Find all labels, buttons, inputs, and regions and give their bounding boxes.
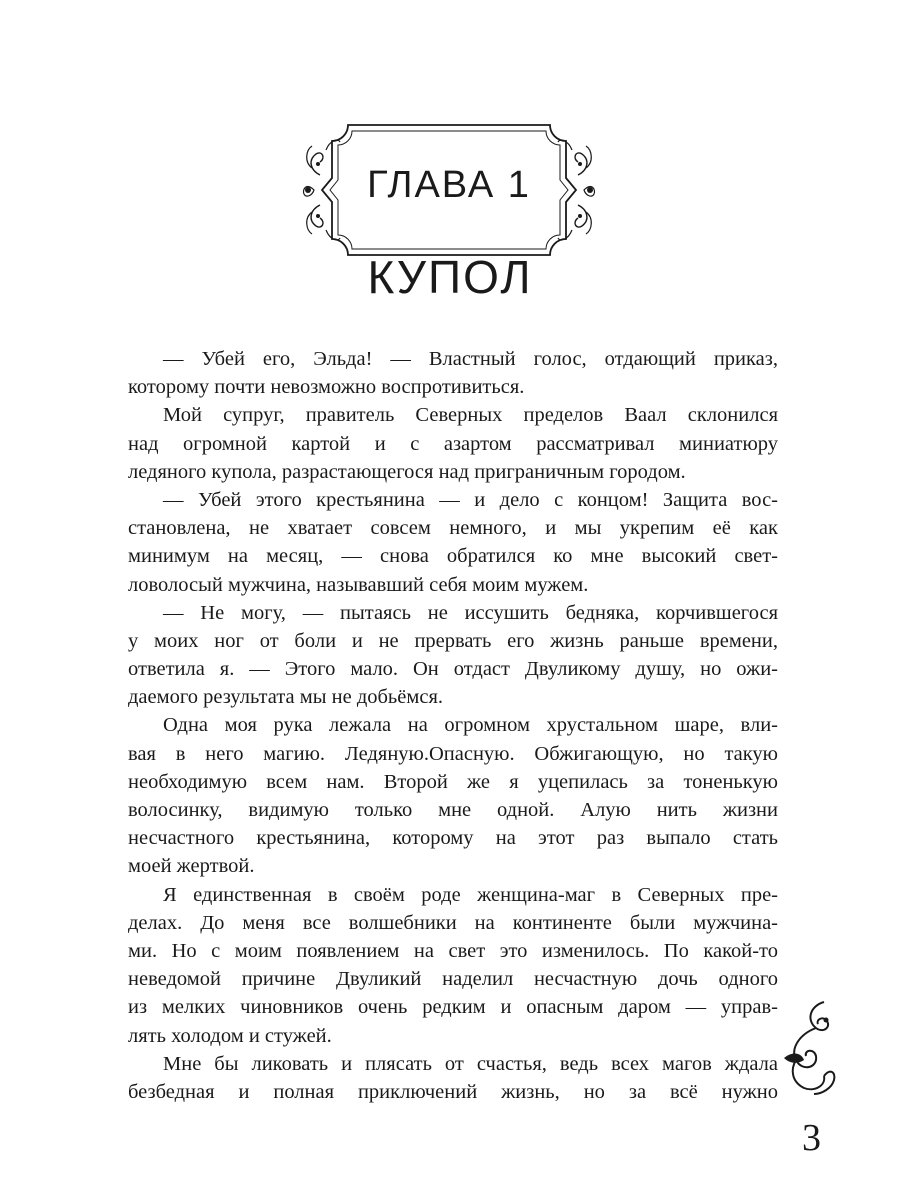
text-line: волосинку, видимую только мне одной. Алую нить жизни [128, 799, 778, 821]
text-line: даемого результата мы не добьёмся. [128, 686, 443, 709]
text-line: у моих ног от боли и не прервать его жизнь раньше времени, [128, 629, 778, 652]
text-line: необходимую всем нам. Второй же я уцепилась за тоненькую [128, 770, 778, 793]
text-line: лять холодом и стужей. [128, 1024, 332, 1047]
text-line: Я единственная в своём роде женщина-маг в Северных пре- [163, 883, 778, 906]
chapter-label: ГЛАВА 1 [367, 164, 531, 206]
text-line: становлена, не хватает совсем немного, и мы укрепим её как [128, 517, 778, 540]
text-line: которому почти невозможно воспротивиться. [128, 376, 525, 399]
text-line: — Не могу, — пытаясь не иссушить бедняка, корчившегося [163, 601, 778, 624]
chapter-heading-frame [300, 120, 598, 260]
text-line: минимум на месяц, — снова обратился ко мне высокий свет- [128, 545, 778, 568]
text-line: неведомой причине Двуликий наделил несчастную дочь одного [128, 968, 778, 991]
text-line: несчастного крестьянина, которому на этот раз выпало стать [128, 827, 778, 850]
text-line: ледяного купола, разрастающегося над приграничным городом. [128, 460, 686, 483]
text-line: Мне бы ликовать и плясать от счастья, ведь всех магов ждала [163, 1052, 778, 1075]
text-line: ми. Но с моим появлением на свет это изменилось. По какой-то [128, 939, 778, 962]
text-line: моей жертвой. [128, 855, 255, 878]
text-line: безбедная и полная приключений жизнь, но за всё нужно [128, 1080, 778, 1103]
text-line: ловолосый мужчина, называвший себя моим мужем. [128, 573, 589, 596]
floral-swirl-icon [780, 998, 840, 1098]
page-number: 3 [802, 1117, 821, 1159]
text-line: ответила я. — Этого мало. Он отдаст Двуликому душу, но ожи- [128, 658, 778, 681]
text-line: — Убей этого крестьянина — и дело с концом! Защита вос- [163, 488, 778, 511]
body-text [128, 345, 778, 1106]
text-line: над огромной картой и с азартом рассматривал миниатюру [128, 432, 778, 455]
text-line: — Убей его, Эльда! — Властный голос, отдающий приказ, [163, 348, 778, 370]
text-line: из мелких чиновников очень редким и опасным даром — управ- [128, 996, 778, 1019]
text-line: делах. До меня все волшебники на континенте были мужчина- [128, 911, 778, 934]
text-line: Мой супруг, правитель Северных пределов Ваал склонился [163, 404, 778, 427]
text-line: вая в него магию. Ледяную.Опасную. Обжигающую, но такую [128, 742, 778, 765]
chapter-title: КУПОЛ [367, 251, 533, 303]
text-line: Одна моя рука лежала на огромном хрустальном шаре, вли- [163, 714, 778, 737]
